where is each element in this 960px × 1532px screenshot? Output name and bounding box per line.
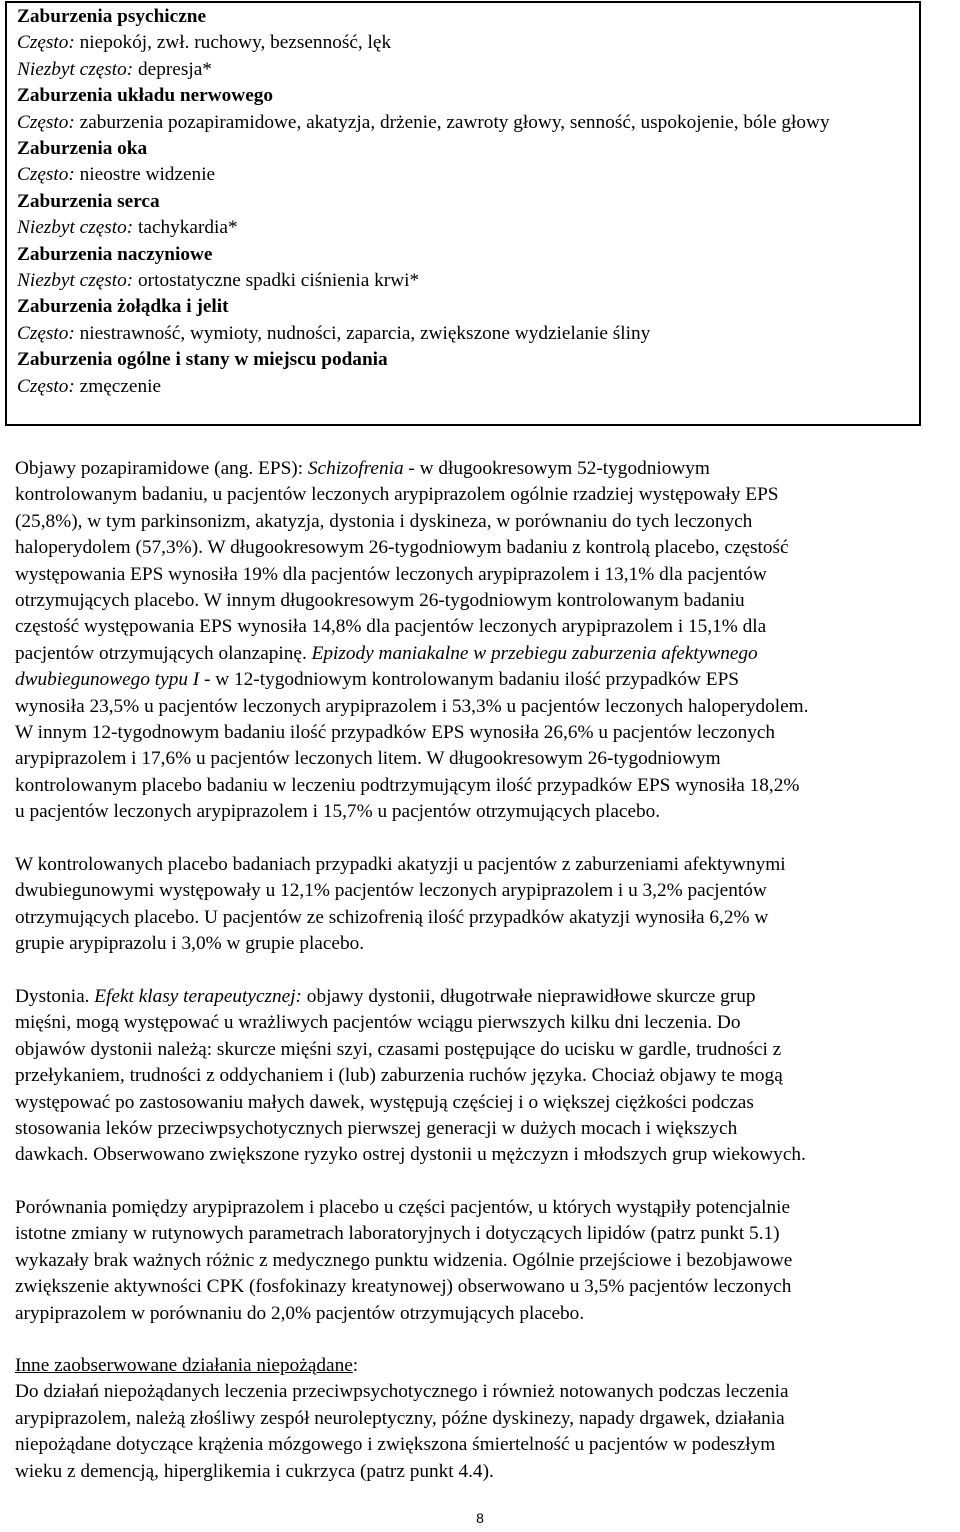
- adverse-effect-entry: [17, 110, 877, 136]
- organ-class-heading: Zaburzenia układu nerwowego: [17, 85, 274, 107]
- adverse-effect-text: zmęczenie: [74, 375, 162, 397]
- italic-text: Efekt klasy terapeutycznej:: [94, 986, 302, 1007]
- text-run: W innym 12-tygodnowym badaniu ilość przypadków EPS wynosiła 26,6% u pacjentów leczonych: [15, 722, 776, 744]
- page-number: 8: [476, 1510, 484, 1526]
- text-run: haloperydolem (57,3%). W długookresowym 26-tygodniowym badaniu z kontrolą placebo, częstość: [15, 537, 789, 559]
- text-run: kontrolowanym badaniu, u pacjentów leczonych arypiprazolem ogólnie rzadziej występowały EPS: [15, 484, 779, 506]
- text-line: [15, 799, 960, 825]
- adverse-effect-entry: [17, 30, 919, 56]
- adverse-effect-text: depresja*: [133, 58, 212, 80]
- organ-class-heading: Zaburzenia naczyniowe: [17, 243, 213, 265]
- other-adverse-effects-heading-line: [15, 1353, 960, 1379]
- text-line: [15, 694, 960, 720]
- text-line: [15, 641, 960, 667]
- text-run: niepożądane dotyczące krążenia mózgowego i zwiększona śmiertelność u pacjentów w podeszłym: [15, 1434, 776, 1456]
- heading-colon: :: [352, 1355, 359, 1376]
- frequency-label: Często:: [17, 375, 75, 397]
- akathisia-paragraph: [15, 852, 960, 958]
- eps-paragraph: [15, 456, 960, 826]
- frequency-label: Często:: [17, 164, 75, 186]
- text-line: [15, 773, 960, 799]
- text-run: objawy dystonii, długotrwałe nieprawidłowe skurcze grup: [301, 986, 756, 1007]
- text-line: [15, 1063, 960, 1089]
- text-run: Do działań niepożądanych leczenia przeciwpsychotycznego i również notowanych podczas leczenia: [15, 1381, 789, 1403]
- text-run: przełykaniem, trudności z oddychaniem i (lub) zaburzenia ruchów języka. Chociaż objawy te mogą: [15, 1065, 783, 1087]
- text-run: wynosiła 23,5% u pacjentów leczonych arypiprazolem i 53,3% u pacjentów leczonych haloperydolem.: [15, 695, 809, 717]
- text-run: W kontrolowanych placebo badaniach przypadki akatyzji u pacjentów z zaburzeniami afektywnymi: [15, 854, 786, 875]
- text-line: [15, 1379, 960, 1405]
- text-line: [15, 1301, 960, 1327]
- text-line: [15, 1090, 960, 1116]
- text-line: [15, 1010, 960, 1036]
- text-run: mięśni, mogą występować u wrażliwych pacjentów wciągu pierwszych kilku dni leczenia. Do: [15, 1012, 741, 1034]
- text-line: [15, 535, 960, 561]
- text-run: arypiprazolem, należą złośliwy zespół neuroleptyczny, późne dyskinezy, napady drgawek, działania: [15, 1407, 785, 1429]
- text-line: [15, 1248, 960, 1274]
- organ-class-heading: Zaburzenia żołądka i jelit: [17, 296, 229, 318]
- text-line: [15, 878, 960, 904]
- text-line: [15, 614, 960, 640]
- text-run: częstość występowania EPS wynosiła 14,8% dla pacjentów leczonych arypiprazolem i 15,1% dla: [15, 616, 767, 638]
- adverse-effect-entry: [17, 268, 919, 294]
- text-line: [15, 720, 960, 746]
- text-run: arypiprazolem w porównaniu do 2,0% pacjentów otrzymujących placebo.: [15, 1302, 585, 1324]
- text-run: dawkach. Obserwowano zwiększone ryzyko ostrej dystonii u mężczyzn i młodszych grup wiekowych.: [15, 1144, 806, 1166]
- text-run: - w długookresowym 52-tygodniowym: [403, 458, 710, 479]
- frequency-label: Często:: [17, 322, 75, 344]
- text-line: [15, 482, 960, 508]
- adverse-effect-entry: [17, 374, 919, 400]
- organ-class-heading: Zaburzenia psychiczne: [17, 6, 207, 27]
- text-line: [15, 984, 960, 1010]
- frequency-label: Często:: [17, 32, 75, 54]
- organ-class-heading: Zaburzenia serca: [17, 190, 160, 212]
- organ-class-heading: Zaburzenia ogólne i stany w miejscu podania: [17, 349, 388, 371]
- frequency-label: Niezbyt często:: [17, 58, 134, 80]
- text-run: kontrolowanym placebo badaniu w leczeniu podtrzymującym ilość przypadków EPS wynosiła 18,2%: [15, 774, 800, 796]
- text-run: Porównania pomiędzy arypiprazolem i placebo u części pacjentów, u których wystąpiły potencjalnie: [15, 1197, 791, 1218]
- adverse-effects-table: [5, 1, 921, 426]
- text-line: [15, 1406, 960, 1432]
- dystonia-paragraph: [15, 984, 960, 1169]
- text-line: [15, 852, 960, 878]
- text-line: [15, 905, 960, 931]
- adverse-effect-entry: [17, 57, 919, 83]
- adverse-effect-text: niepokój, zwł. ruchowy, bezsenność, lęk: [74, 32, 392, 54]
- laboratory-paragraph: [15, 1195, 960, 1327]
- text-line: [15, 1037, 960, 1063]
- text-line: [15, 667, 960, 693]
- frequency-label: Niezbyt często:: [17, 217, 134, 239]
- organ-class-heading: Zaburzenia oka: [17, 138, 148, 160]
- other-adverse-effects-section: [15, 1353, 960, 1485]
- text-run: otrzymujących placebo. U pacjentów ze schizofrenią ilość przypadków akatyzji wynosiła 6,2% w: [15, 906, 769, 928]
- text-line: [15, 1459, 960, 1485]
- text-line: [15, 1432, 960, 1458]
- text-run: wieku z demencją, hiperglikemia i cukrzyca (patrz punkt 4.4).: [15, 1460, 494, 1482]
- adverse-effect-text: ortostatyczne spadki ciśnienia krwi*: [133, 270, 420, 292]
- text-run: grupie arypiprazolu i 3,0% w grupie placebo.: [15, 933, 365, 955]
- text-line: [15, 931, 960, 957]
- text-run: Dystonia.: [15, 986, 95, 1007]
- other-adverse-effects-heading: Inne zaobserwowane działania niepożądane: [15, 1355, 353, 1376]
- other-adverse-effects-body: [15, 1379, 960, 1485]
- adverse-effect-text: zaburzenia pozapiramidowe, akatyzja, drżenie, zawroty głowy, senność, uspokojenie, bóle głowy: [74, 111, 830, 133]
- adverse-effect-entry: [17, 215, 919, 241]
- text-run: otrzymujących placebo. W innym długookresowym 26-tygodniowym kontrolowanym badaniu: [15, 590, 745, 612]
- text-line: [15, 746, 960, 772]
- text-run: arypiprazolem i 17,6% u pacjentów leczonych litem. W długookresowym 26-tygodniowym: [15, 748, 721, 770]
- italic-text: Epizody maniakalne w przebiegu zaburzenia afektywnego: [311, 642, 758, 664]
- text-run: objawów dystonii należą: skurcze mięśni szyi, czasami postępujące do ucisku w gardle, trudności z: [15, 1038, 782, 1060]
- adverse-effect-text: tachykardia*: [133, 217, 238, 239]
- text-line: [15, 1221, 960, 1247]
- text-line: [15, 509, 960, 535]
- frequency-label: Często:: [17, 111, 75, 133]
- text-run: stosowania leków przeciwpsychotycznych pierwszej generacji w dużych mocach i większych: [15, 1118, 738, 1140]
- text-run: u pacjentów leczonych arypiprazolem i 15,7% u pacjentów otrzymujących placebo.: [15, 801, 661, 823]
- text-run: zwiększenie aktywności CPK (fosfokinazy kreatynowej) obserwowano u 3,5% pacjentów leczonych: [15, 1276, 792, 1298]
- frequency-label: Niezbyt często:: [17, 270, 134, 292]
- text-run: dwubiegunowymi występowały u 12,1% pacjentów leczonych arypiprazolem i u 3,2% pacjentów: [15, 880, 767, 902]
- text-run: pacjentów otrzymujących olanzapinę.: [15, 642, 312, 664]
- text-line: [15, 1116, 960, 1142]
- italic-text: Schizofrenia: [307, 458, 404, 479]
- text-run: występować po zastosowaniu małych dawek, występują częściej i o większej ciężkości podczas: [15, 1091, 754, 1113]
- text-line: [15, 1195, 960, 1221]
- adverse-effect-text: niestrawność, wymioty, nudności, zaparcia, zwiększone wydzielanie śliny: [74, 322, 651, 344]
- italic-text: dwubiegunowego typu I: [15, 669, 200, 691]
- text-run: występowania EPS wynosiła 19% dla pacjentów leczonych arypiprazolem i 13,1% dla pacjentów: [15, 563, 767, 585]
- text-line: [15, 588, 960, 614]
- text-line: [15, 562, 960, 588]
- adverse-effect-entry: [17, 321, 919, 347]
- adverse-effect-entry: [17, 162, 919, 188]
- text-run: istotne zmiany w rutynowych parametrach laboratoryjnych i dotyczących lipidów (patrz punkt 5.1): [15, 1223, 780, 1245]
- text-run: (25,8%), w tym parkinsonizm, akatyzja, dystonia i dyskineza, w porównaniu do tych leczonych: [15, 510, 753, 532]
- text-line: [15, 456, 960, 482]
- text-run: Objawy pozapiramidowe (ang. EPS):: [15, 458, 308, 479]
- text-run: wykazały brak ważnych różnic z medycznego punktu widzenia. Ogólnie przejściowe i bezobjawowe: [15, 1249, 793, 1271]
- adverse-effect-text: nieostre widzenie: [74, 164, 216, 186]
- text-line: [15, 1142, 960, 1168]
- text-run: - w 12-tygodniowym kontrolowanym badaniu ilość przypadków EPS: [199, 669, 740, 691]
- text-line: [15, 1274, 960, 1300]
